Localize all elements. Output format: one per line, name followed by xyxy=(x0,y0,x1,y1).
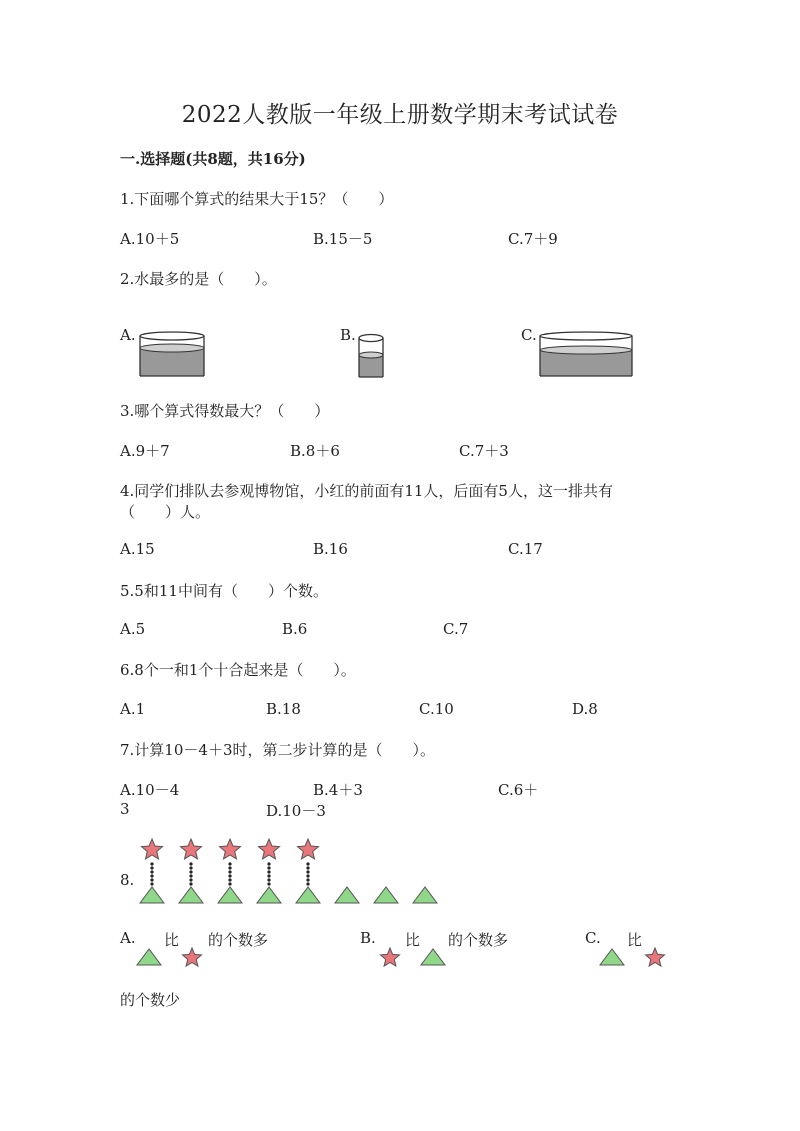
dotted-connector xyxy=(150,862,153,885)
question-5: 5.5和11中间有（ ）个数。 xyxy=(120,582,328,600)
star-icon xyxy=(183,948,202,966)
dotted-connector xyxy=(306,862,309,885)
question-2: 2.水最多的是（ ）。 xyxy=(120,270,277,288)
star-icon xyxy=(381,948,400,966)
question-4-line-1: 4.同学们排队去参观博物馆，小红的前面有11人，后面有5人，这一排共有 xyxy=(120,482,613,500)
q7-option-b[interactable]: B.4＋3 xyxy=(313,781,363,799)
q5-option-b[interactable]: B.6 xyxy=(282,620,308,638)
question-7: 7.计算10－4＋3时，第二步计算的是（ ）。 xyxy=(120,741,435,759)
dotted-connector xyxy=(228,862,231,885)
dotted-connector xyxy=(189,862,192,885)
q7-option-c[interactable]: C.6＋ xyxy=(498,781,539,799)
q8-b-word-1: 比 xyxy=(405,931,421,949)
question-8: 8. xyxy=(120,871,135,889)
q6-option-d[interactable]: D.8 xyxy=(572,700,598,718)
q5-option-a[interactable]: A.5 xyxy=(120,620,146,638)
triangle-icon xyxy=(140,887,164,903)
page-title: 2022人教版一年级上册数学期末考试试卷 xyxy=(181,102,619,128)
q8-c-word-1: 比 xyxy=(627,931,643,949)
question-3: 3.哪个算式得数最大？（ ） xyxy=(120,402,330,420)
q8-option-a[interactable]: A. xyxy=(120,929,136,947)
q4-option-c[interactable]: C.17 xyxy=(508,540,543,558)
triangle-icon xyxy=(218,887,242,903)
dotted-connector xyxy=(267,862,270,885)
q1-option-c[interactable]: C.7＋9 xyxy=(508,230,558,248)
star-icon xyxy=(298,839,319,859)
triangle-icon xyxy=(600,949,624,965)
triangle-icon xyxy=(137,949,161,965)
triangle-icon xyxy=(179,887,203,903)
q6-option-a[interactable]: A.1 xyxy=(120,700,146,718)
question-6: 6.8个一和1个十合起来是（ ）。 xyxy=(120,661,356,679)
q7-option-c-wrap: 3 xyxy=(120,800,130,818)
q8-a-word-2: 的个数多 xyxy=(208,931,269,949)
triangle-icon xyxy=(335,887,359,903)
q4-option-b[interactable]: B.16 xyxy=(313,540,348,558)
triangle-icon xyxy=(257,887,281,903)
q3-option-a[interactable]: A.9＋7 xyxy=(120,442,170,460)
q8-a-word-1: 比 xyxy=(164,931,180,949)
triangle-icon xyxy=(421,949,445,965)
q3-option-c[interactable]: C.7＋3 xyxy=(459,442,509,460)
star-icon xyxy=(142,839,163,859)
q7-option-a[interactable]: A.10－4 xyxy=(120,781,180,799)
q6-option-c[interactable]: C.10 xyxy=(419,700,454,718)
q4-option-a[interactable]: A.15 xyxy=(120,540,155,558)
star-icon xyxy=(181,839,202,859)
star-icon xyxy=(259,839,280,859)
section-heading: 一.选择题(共8题，共16分) xyxy=(120,150,306,168)
q1-option-a[interactable]: A.10＋5 xyxy=(120,230,180,248)
q2-option-c[interactable]: C. xyxy=(521,326,537,344)
q7-option-d[interactable]: D.10－3 xyxy=(266,802,326,820)
question-1: 1.下面哪个算式的结果大于15？（ ） xyxy=(120,190,394,208)
q3-option-b[interactable]: B.8＋6 xyxy=(290,442,340,460)
triangle-icon xyxy=(413,887,437,903)
q8-option-c-wrap: 的个数少 xyxy=(120,991,181,1009)
q8-option-c[interactable]: C. xyxy=(585,929,601,947)
q8-b-word-2: 的个数多 xyxy=(448,931,509,949)
q2-option-b[interactable]: B. xyxy=(340,326,356,344)
star-icon xyxy=(646,948,665,966)
triangle-icon xyxy=(296,887,320,903)
q8-option-b[interactable]: B. xyxy=(360,929,376,947)
question-4-line-2: （ ）人。 xyxy=(120,503,211,521)
star-icon xyxy=(220,839,241,859)
q1-option-b[interactable]: B.15－5 xyxy=(313,230,373,248)
triangle-icon xyxy=(374,887,398,903)
q2-option-a[interactable]: A. xyxy=(120,326,136,344)
q6-option-b[interactable]: B.18 xyxy=(266,700,301,718)
q5-option-c[interactable]: C.7 xyxy=(443,620,469,638)
